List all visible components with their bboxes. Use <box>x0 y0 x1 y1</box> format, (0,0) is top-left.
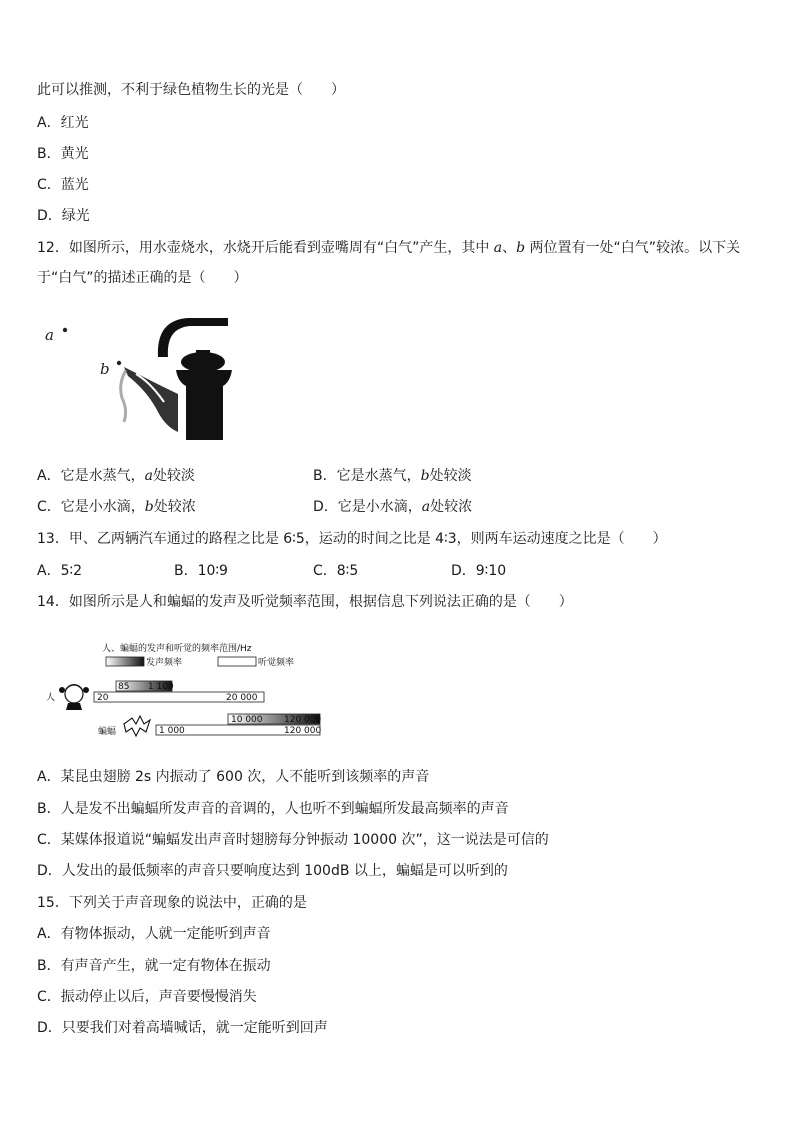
bat-voice-min-label: 10 000 <box>231 715 263 725</box>
human-hearing-min-label: 20 <box>97 693 109 703</box>
legend-hearing-swatch <box>218 657 256 666</box>
frequency-range-chart <box>40 636 340 748</box>
question-12-stem-line1: 12．如图所示，用水壶烧水，水烧开后能看到壶嘴周有“白气”产生，其中 a、b 两位置有一处“白气”较浓。以下关 <box>37 240 741 256</box>
human-hearing-max-label: 20 000 <box>226 693 258 703</box>
human-icon <box>59 684 89 710</box>
question-13-option-b[interactable]: B．10∶9 <box>174 563 228 579</box>
question-11-option-c[interactable]: C．蓝光 <box>37 177 89 193</box>
question-14-option-b[interactable]: B．人是发不出蝙蝠所发声音的音调的，人也听不到蝙蝠所发最高频率的声音 <box>37 801 509 817</box>
human-voice-max-label: 1 100 <box>148 682 174 692</box>
bat-icon <box>124 716 150 736</box>
series-label-bat: 蝙蝠 <box>98 727 117 737</box>
question-11-option-a[interactable]: A．红光 <box>37 115 89 131</box>
question-14-stem: 14．如图所示是人和蝙蝠的发声及听觉频率范围，根据信息下列说法正确的是（ ） <box>37 594 573 610</box>
question-11-option-b[interactable]: B．黄光 <box>37 146 89 162</box>
question-13-option-c[interactable]: C．8∶5 <box>313 563 359 579</box>
question-12-option-b[interactable]: B．它是水蒸气，b处较淡 <box>313 468 472 484</box>
kettle-spout <box>124 367 178 432</box>
question-15-option-a[interactable]: A．有物体振动，人就一定能听到声音 <box>37 926 271 942</box>
kettle-body <box>176 370 232 440</box>
question-15-option-d[interactable]: D．只要我们对着高墙喊话，就一定能听到回声 <box>37 1020 328 1036</box>
question-15-stem: 15．下列关于声音现象的说法中，正确的是 <box>37 895 307 911</box>
point-a-dot <box>63 328 67 332</box>
lid-knob <box>196 350 210 360</box>
bat-hearing-max-label: 120 000 <box>284 726 322 736</box>
question-12-option-a[interactable]: A．它是水蒸气，a处较淡 <box>37 468 195 484</box>
legend-voice-swatch <box>106 657 144 666</box>
steam-wisps <box>121 370 126 422</box>
bat-hearing-min-label: 1 000 <box>159 726 185 736</box>
question-13-option-a[interactable]: A．5∶2 <box>37 563 83 579</box>
question-12-option-d[interactable]: D．它是小水滴，a处较浓 <box>313 499 473 515</box>
question-11-option-d[interactable]: D．绿光 <box>37 208 90 224</box>
chart-title: 人、蝙蝠的发声和听觉的频率范围/Hz <box>102 644 252 654</box>
point-b-dot <box>117 361 121 365</box>
question-14-option-d[interactable]: D．人发出的最低频率的声音只要响度达到 100dB 以上，蝙蝠是可以听到的 <box>37 863 508 879</box>
question-12-stem-line2: 于“白气”的描述正确的是（ ） <box>37 270 248 286</box>
question-15-option-b[interactable]: B．有声音产生，就一定有物体在振动 <box>37 958 271 974</box>
legend-hearing-label: 听觉频率 <box>258 658 295 668</box>
question-13-option-d[interactable]: D．9∶10 <box>451 563 507 579</box>
kettle-figure <box>38 312 238 442</box>
question-14-option-c[interactable]: C．某媒体报道说“蝙蝠发出声音时翅膀每分钟振动 10000 次”，这一说法是可信的 <box>37 832 549 848</box>
question-12-option-c[interactable]: C．它是小水滴，b处较浓 <box>37 499 196 515</box>
human-voice-min-label: 85 <box>118 682 130 692</box>
bat-voice-max-label: 120 000 <box>284 715 322 725</box>
question-15-option-c[interactable]: C．振动停止以后，声音要慢慢消失 <box>37 989 257 1005</box>
legend-voice-label: 发声频率 <box>146 658 183 668</box>
kettle-handle <box>158 318 228 357</box>
question-14-option-a[interactable]: A．某昆虫翅膀 2s 内振动了 600 次，人不能听到该频率的声音 <box>37 769 430 785</box>
question-11-stem-tail: 此可以推测，不利于绿色植物生长的光是（ ） <box>37 82 345 98</box>
question-13-stem: 13．甲、乙两辆汽车通过的路程之比是 6∶5，运动的时间之比是 4∶3，则两车运动速度之比是（ ） <box>37 531 667 547</box>
figure-label-a: a <box>45 326 54 344</box>
series-label-human: 人 <box>46 693 56 703</box>
figure-label-b: b <box>100 360 110 378</box>
